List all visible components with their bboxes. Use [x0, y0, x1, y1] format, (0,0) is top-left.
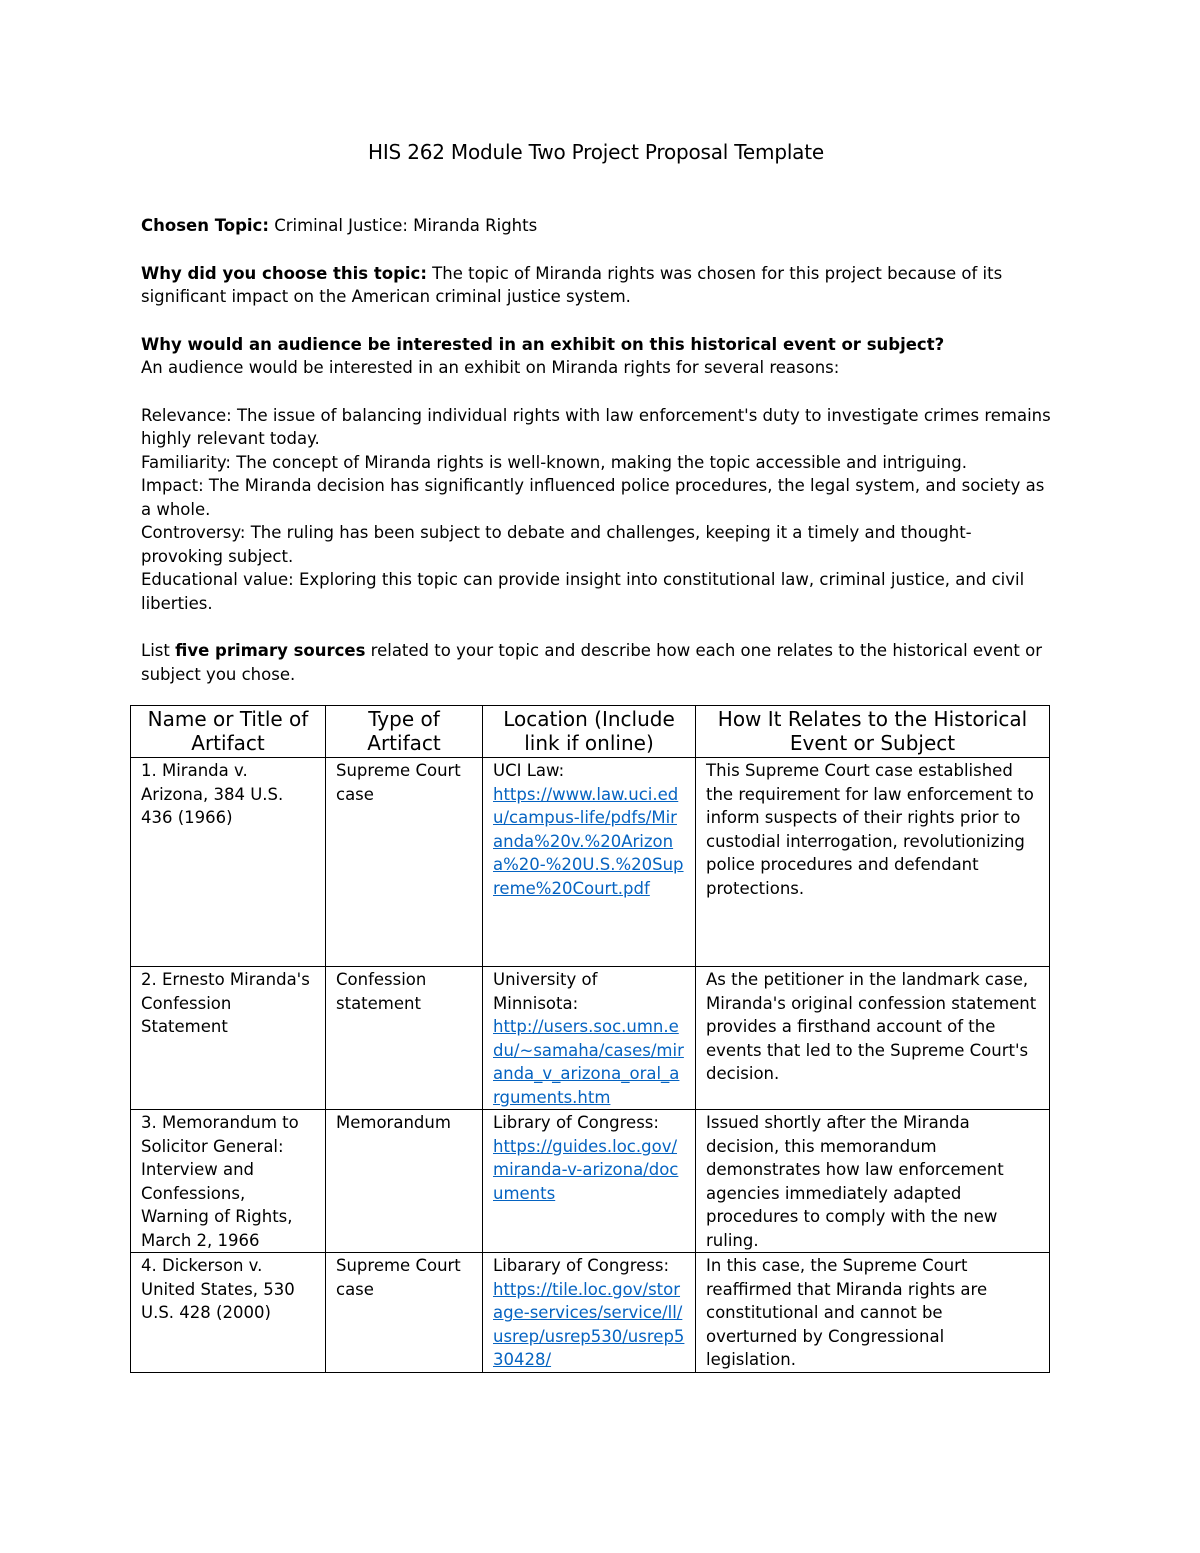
- table-header-row: [131, 706, 1050, 758]
- instruction-bold: five primary sources: [175, 641, 366, 660]
- sources-instruction: [141, 639, 1051, 686]
- table-row: [131, 758, 1050, 967]
- row-location: [483, 758, 696, 967]
- location-label: Libarary of Congress:: [493, 1256, 670, 1275]
- document-body: [141, 130, 1051, 686]
- header-name: Name or Title of Artifact: [131, 706, 326, 758]
- header-type: Type of Artifact: [326, 706, 483, 758]
- primary-sources-table: [130, 705, 1050, 1373]
- header-location: Location (Include link if online): [483, 706, 696, 758]
- why-topic: [141, 262, 1051, 309]
- table-row: [131, 1110, 1050, 1253]
- chosen-topic: [141, 214, 1051, 238]
- reason-impact: Impact: The Miranda decision has significantly influenced police procedures, the legal system, and society as a whole.: [141, 476, 1045, 519]
- row-name: 2. Ernesto Miranda's Confession Statement: [131, 967, 326, 1110]
- audience-intro: An audience would be interested in an exhibit on Miranda rights for several reasons:: [141, 358, 840, 377]
- audience-question: Why would an audience be interested in an exhibit on this historical event or subject?: [141, 334, 945, 354]
- row-type: Confession statement: [326, 967, 483, 1110]
- location-label: Library of Congress:: [493, 1113, 659, 1132]
- location-label: University of Minnisota:: [493, 970, 598, 1013]
- reason-educational-value: Educational value: Exploring this topic can provide insight into constitutional law, criminal justice, and civil liberties.: [141, 570, 1025, 613]
- location-link[interactable]: https://tile.loc.gov/storage-services/service/ll/usrep/usrep530/usrep530428/: [493, 1279, 685, 1369]
- row-type: Supreme Court case: [326, 758, 483, 967]
- row-location: [483, 1253, 696, 1373]
- location-link[interactable]: http://users.soc.umn.edu/~samaha/cases/miranda_v_arizona_oral_arguments.htm: [493, 1017, 684, 1107]
- row-location: [483, 967, 696, 1110]
- location-link[interactable]: https://www.law.uci.edu/campus-life/pdfs/Miranda%20v.%20Arizona%20-%20U.S.%20Supreme%20Court.pdf: [493, 784, 684, 898]
- instruction-prefix: List: [141, 641, 176, 660]
- reason-familiarity: Familiarity: The concept of Miranda rights is well-known, making the topic accessible and intriguing.: [141, 452, 967, 472]
- location-link[interactable]: https://guides.loc.gov/miranda-v-arizona/documents: [493, 1136, 679, 1203]
- row-location: [483, 1110, 696, 1253]
- row-name: 1. Miranda v. Arizona, 384 U.S. 436 (1966): [131, 758, 326, 967]
- row-relation: This Supreme Court case established the requirement for law enforcement to inform suspects of their rights prior to custodial interrogation, revolutionizing police procedures and defendant protections.: [696, 758, 1050, 967]
- instruction-suffix: related to your topic and describe how each one relates to the historical event or subject you chose.: [141, 641, 1043, 684]
- table-row: [131, 967, 1050, 1110]
- row-relation: As the petitioner in the landmark case, Miranda's original confession statement provides a firsthand account of the events that led to the Supreme Court's decision.: [696, 967, 1050, 1110]
- row-name: 3. Memorandum to Solicitor General: Interview and Confessions, Warning of Rights, March 2, 1966: [131, 1110, 326, 1253]
- document-title: HIS 262 Module Two Project Proposal Template: [368, 140, 824, 164]
- chosen-topic-value: Criminal Justice: Miranda Rights: [268, 216, 538, 235]
- row-type: Supreme Court case: [326, 1253, 483, 1373]
- row-name: 4. Dickerson v. United States, 530 U.S. 428 (2000): [131, 1253, 326, 1373]
- location-label: UCI Law:: [493, 761, 565, 780]
- row-relation: Issued shortly after the Miranda decision, this memorandum demonstrates how law enforcement agencies immediately adapted procedures to comply with the new ruling.: [696, 1110, 1050, 1253]
- why-topic-value: The topic of Miranda rights was chosen for this project because of its significant impact on the American criminal justice system.: [141, 263, 1003, 306]
- why-topic-label: Why did you choose this topic:: [141, 263, 427, 283]
- table-row: [131, 1253, 1050, 1373]
- chosen-topic-label: Chosen Topic:: [141, 216, 269, 235]
- row-type: Memorandum: [326, 1110, 483, 1253]
- header-relation: How It Relates to the Historical Event or Subject: [696, 706, 1050, 758]
- reason-controversy: Controversy: The ruling has been subject to debate and challenges, keeping it a timely and thought-provoking subject.: [141, 523, 972, 566]
- row-relation: In this case, the Supreme Court reaffirmed that Miranda rights are constitutional and cannot be overturned by Congressional legislation.: [696, 1253, 1050, 1373]
- reason-relevance: Relevance: The issue of balancing individual rights with law enforcement's duty to investigate crimes remains highly relevant today.: [141, 405, 1051, 448]
